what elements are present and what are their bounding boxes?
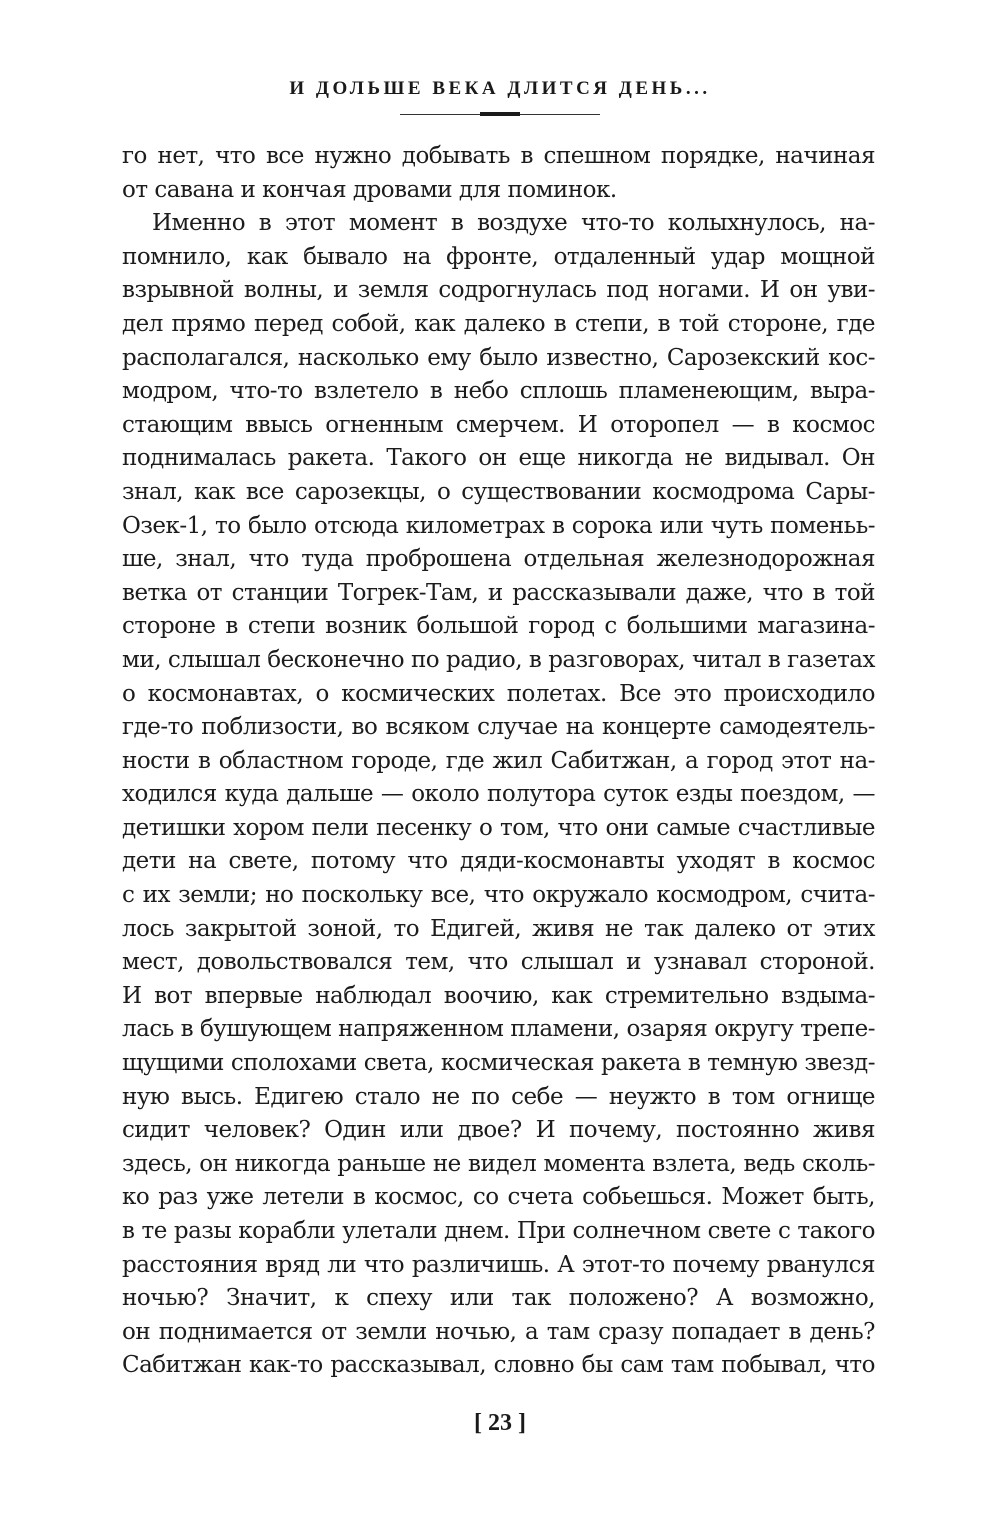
- text-line: стающим ввысь огненным смерчем. И оторопел — в космос: [122, 411, 875, 438]
- text-line: Сабитжан как-то рассказывал, словно бы сам там побывал, что: [122, 1352, 875, 1379]
- text-line: щущими сполохами света, космическая ракета в темную звезд-: [122, 1050, 875, 1077]
- text-line: ми, слышал бесконечно по радио, в разговорах, читал в газетах: [122, 646, 875, 673]
- running-head-title: И ДОЛЬШЕ ВЕКА ДЛИТСЯ ДЕНЬ...: [289, 78, 711, 99]
- text-line: Именно в этот момент в воздухе что-то колыхнулось, на-: [152, 210, 875, 237]
- text-line: Озек-1, то было отсюда километрах в сорока или чуть поменьь-: [122, 512, 875, 539]
- text-line: ную высь. Едигею стало не по себе — неужто в том огнище: [122, 1083, 875, 1110]
- text-line: ветка от станции Тогрек-Там, и рассказывали даже, что в той: [122, 579, 875, 606]
- head-rule-right: [520, 114, 600, 115]
- text-line: ше, знал, что туда проброшена отдельная железнодорожная: [122, 546, 875, 573]
- text-line: ходился куда дальше — около полутора суток езды поездом, —: [122, 781, 875, 808]
- text-line: ности в областном городе, где жил Сабитжан, а город этот на-: [122, 747, 875, 774]
- text-line: го нет, что все нужно добывать в спешном порядке, начиная: [122, 143, 875, 169]
- text-line: дел прямо перед собой, как далеко в степи, в той стороне, где: [122, 310, 875, 337]
- text-line: мест, довольствовался тем, что слышал и узнавал стороной.: [122, 949, 875, 976]
- text-line: взрывной волны, и земля содрогнулась под ногами. И он уви-: [122, 277, 875, 304]
- text-line: стороне в степи возник большой город с большими магазина-: [122, 613, 875, 640]
- text-line: ко раз уже летели в космос, со счета собьешься. Может быть,: [122, 1184, 875, 1211]
- text-line: ночью? Значит, к спеху или так положено? А возможно,: [122, 1285, 875, 1312]
- text-body: [122, 140, 875, 1383]
- text-line: здесь, он никогда раньше не видел момента взлета, ведь сколь-: [122, 1150, 875, 1177]
- text-line: расстояния вряд ли что различишь. А этот-то почему рванулся: [122, 1251, 875, 1278]
- text-line: в те разы корабли улетали днем. При солнечном свете с такого: [122, 1218, 875, 1244]
- head-rule-center: [480, 112, 520, 116]
- text-line: от савана и кончая дровами для поминок.: [122, 176, 617, 203]
- text-line: модром, что-то взлетело в небо сплошь пламенеющим, выра-: [122, 378, 875, 405]
- text-line: поднималась ракета. Такого он еще никогда не видывал. Он: [122, 445, 875, 472]
- text-line: дети на свете, потому что дяди-космонавты уходят в космос: [122, 848, 875, 875]
- text-line: знал, как все сарозекцы, о существовании космодрома Сары-: [122, 478, 875, 505]
- text-line: детишки хором пели песенку о том, что они самые счастливые: [122, 814, 875, 841]
- text-line: сидит человек? Один или двое? И почему, постоянно живя: [122, 1117, 875, 1144]
- text-line: лась в бушующем напряженном пламени, озаряя округу трепе-: [122, 1016, 875, 1043]
- page-number: [ 23 ]: [474, 1410, 526, 1436]
- text-line: о космонавтах, о космических полетах. Все это происходило: [122, 680, 875, 707]
- text-line: где-то поблизости, во всяком случае на концерте самодеятель-: [122, 714, 875, 741]
- text-line: с их земли; но поскольку все, что окружало космодром, счита-: [122, 882, 875, 909]
- text-line: И вот впервые наблюдал воочию, как стремительно вздыма-: [122, 982, 875, 1009]
- text-line: помнило, как бывало на фронте, отдаленный удар мощной: [122, 243, 875, 270]
- text-line: лось закрытой зоной, то Едигей, живя не так далеко от этих: [122, 915, 875, 942]
- text-line: он поднимается от земли ночью, а там сразу попадает в день?: [122, 1318, 875, 1345]
- head-rule-left: [400, 114, 480, 115]
- text-line: располагался, насколько ему было известно, Сарозекский кос-: [122, 344, 875, 371]
